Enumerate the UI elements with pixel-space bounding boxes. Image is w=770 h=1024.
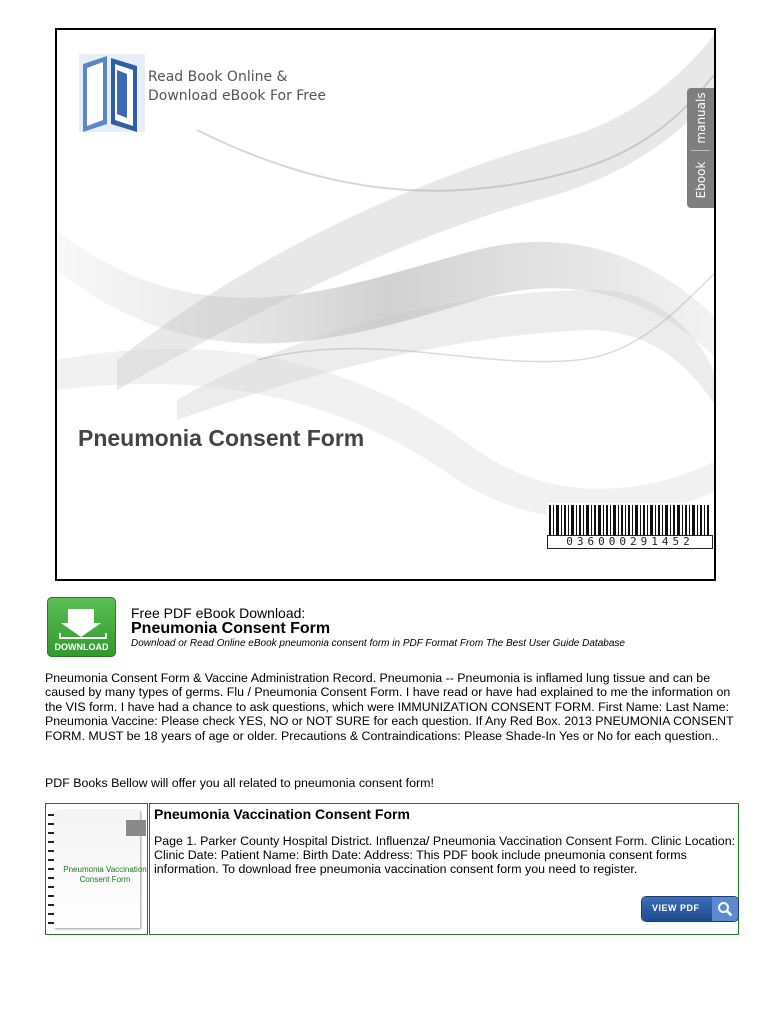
download-description: Download or Read Online eBook pneumonia consent form in PDF Format From The Best User Guide Database <box>131 638 625 649</box>
download-tray-icon <box>59 633 107 639</box>
main-title: Pneumonia Consent Form <box>131 620 331 637</box>
summary-paragraph: Pneumonia Consent Form & Vaccine Administration Record. Pneumonia -- Pneumonia is inflamed lung tissue and can be caused by many types of germs. Flu / Pneumonia Consent Form. I have read or have had explained to me the information on the VIS form. I have had a chance to ask questions, which were IMMUNIZATION CONSENT FORM. First Name: Last Name: Pneumonia Vaccine: Please check YES, NO or NOT SURE for each question. If Any Red Box. 2013 PNEUMONIA CONSENT FORM. MUST be 18 years of age or older. Precautions & Contraindications: Please Shade-In Yes or No for each question.. <box>45 671 734 743</box>
book-logo-icon <box>77 52 147 136</box>
related-books-intro: PDF Books Bellow will offer you all related to pneumonia consent form! <box>45 776 434 790</box>
result-title[interactable]: Pneumonia Vaccination Consent Form <box>154 806 410 822</box>
swirl-decoration <box>57 30 716 581</box>
cover-title: Pneumonia Consent Form <box>78 425 365 451</box>
view-pdf-button[interactable] <box>642 897 738 921</box>
thumbnail-title: Pneumonia Vaccination Consent Form <box>63 865 147 884</box>
view-pdf-label: VIEW PDF <box>652 903 700 913</box>
result-card <box>149 803 739 935</box>
cover-panel <box>55 28 716 581</box>
side-tab-divider <box>691 150 710 151</box>
logo-line-1: Read Book Online & <box>148 69 288 85</box>
logo-text <box>148 68 326 106</box>
paper-clip-icon <box>126 820 146 836</box>
download-arrow-icon <box>68 609 94 623</box>
download-button[interactable] <box>47 597 116 657</box>
thumbnail-page <box>54 810 147 928</box>
logo-line-2: Download eBook For Free <box>148 88 326 104</box>
ebook-manuals-tab <box>687 88 714 208</box>
side-tab-ebook: Ebook <box>693 161 708 199</box>
side-tab-manuals: manuals <box>693 92 708 144</box>
download-button-label: DOWNLOAD <box>54 642 109 652</box>
magnifier-icon <box>712 897 738 921</box>
free-pdf-label: Free PDF eBook Download: <box>131 605 306 621</box>
book-thumbnail[interactable] <box>45 803 148 935</box>
spiral-binding <box>48 814 54 924</box>
result-description: Page 1. Parker County Hospital District. Influenza/ Pneumonia Vaccination Consent Form. Clinic Location: Clinic Date: Patient Name: Birth Date: Address: This PDF book include pneumonia consent forms information. To download free pneumonia vaccination consent form you need to register. <box>154 834 736 877</box>
barcode-number: 036000291452 <box>547 535 713 549</box>
